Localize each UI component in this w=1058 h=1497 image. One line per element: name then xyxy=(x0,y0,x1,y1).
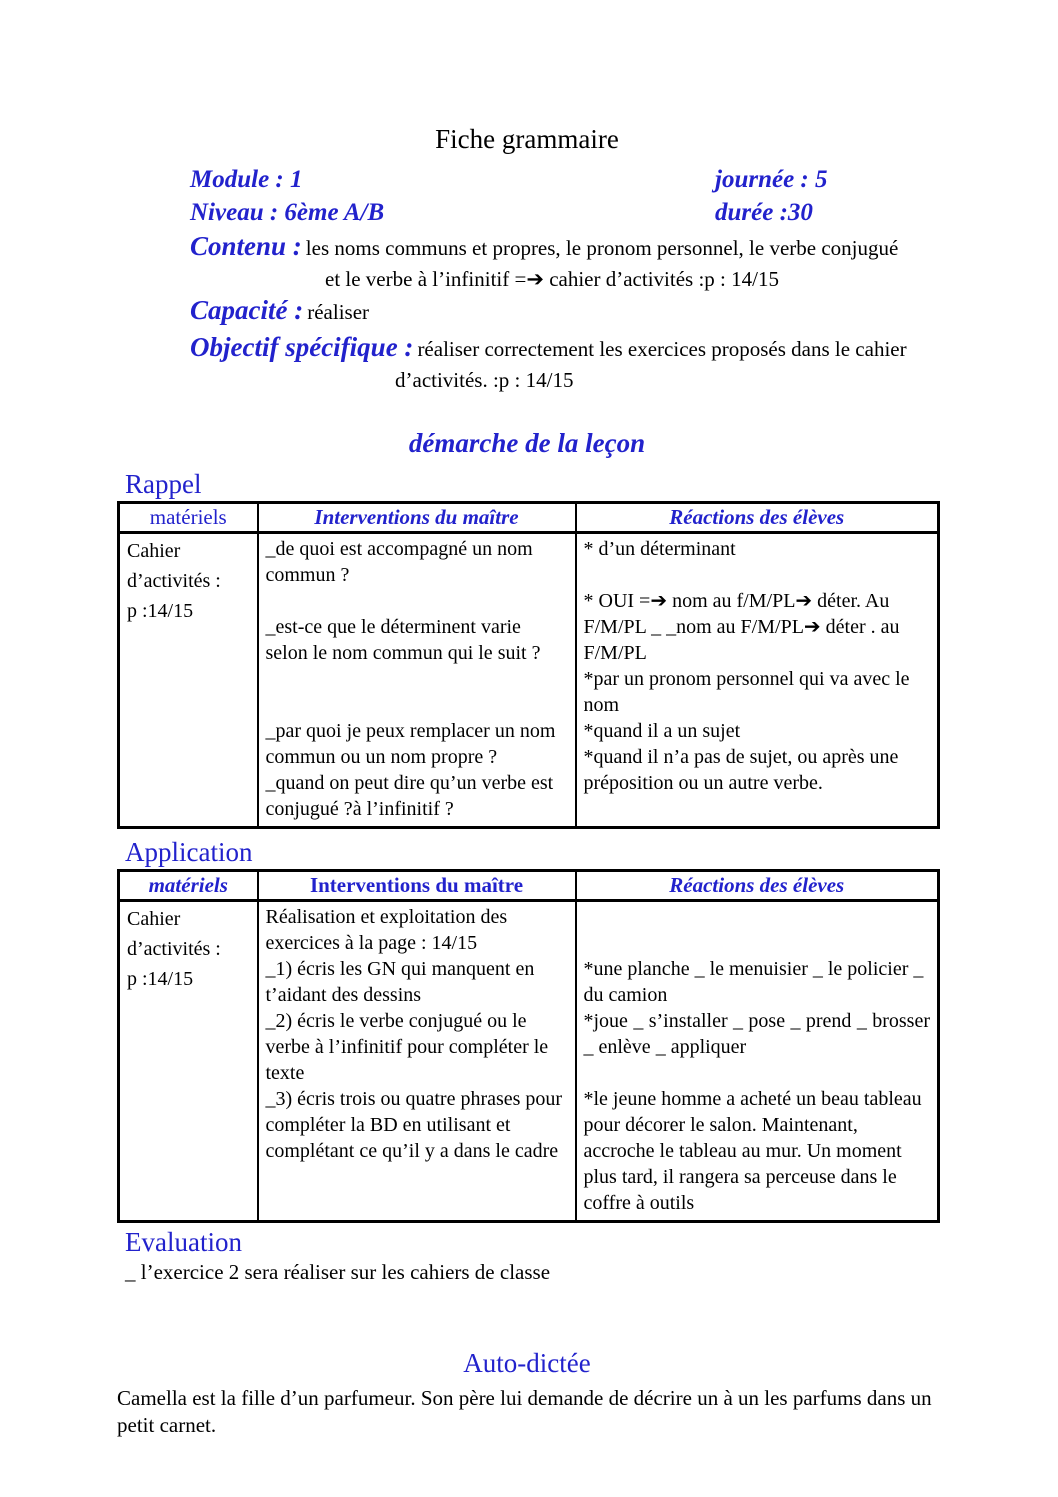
application-body-row xyxy=(119,901,939,1222)
rappel-body-row xyxy=(119,533,939,828)
meta-row-module xyxy=(117,163,937,196)
material-line: p :14/15 xyxy=(127,968,194,990)
rappel-reactions-cell xyxy=(576,533,939,828)
rappel-table xyxy=(117,501,940,829)
material-line: d’activités : xyxy=(127,570,221,592)
journee-label: journée : 5 xyxy=(715,166,828,193)
rappel-heading: Rappel xyxy=(125,469,202,499)
contenu-row xyxy=(117,231,937,266)
rappel-interventions-cell xyxy=(258,533,576,828)
application-interventions-cell xyxy=(258,901,576,1222)
intervention-item: _2) écris le verbe conjugué ou le verbe à l’infinitif pour compléter le texte xyxy=(265,1010,549,1084)
objectif-label: Objectif spécifique : xyxy=(190,332,414,362)
capacite-text: réaliser xyxy=(307,300,370,324)
lesson-section-title: démarche de la leçon xyxy=(408,428,646,458)
rappel-header-row xyxy=(119,503,939,533)
intervention-item: _par quoi je peux remplacer un nom commun ou un nom propre ? xyxy=(265,720,556,768)
module-label: Module : 1 xyxy=(190,166,303,193)
capacite-row xyxy=(117,295,937,330)
reaction-item: *joue _ s’installer _ pose _ prend _ brosser _ enlève _ appliquer xyxy=(583,1010,930,1058)
reaction-item: *quand il n’a pas de sujet, ou après une préposition ou un autre verbe. xyxy=(583,746,899,794)
application-heading: Application xyxy=(125,837,253,867)
application-reactions-cell xyxy=(576,901,939,1222)
application-table xyxy=(117,869,940,1223)
rappel-materials-cell xyxy=(119,533,258,828)
application-materials-cell xyxy=(119,901,258,1222)
contenu-text-line2: et le verbe à l’infinitif =➔ cahier d’activités :p : 14/15 xyxy=(325,267,779,291)
niveau-label: Niveau : 6ème A/B xyxy=(190,199,385,226)
intervention-item: _est-ce que le déterminent varie selon le nom commun qui le suit ? xyxy=(265,616,541,664)
rappel-header-interventions: Interventions du maître xyxy=(258,503,576,533)
reaction-item: *quand il a un sujet xyxy=(583,720,741,742)
objectif-text-line2: d’activités. :p : 14/15 xyxy=(395,368,574,392)
application-header-interventions: Interventions du maître xyxy=(258,871,576,901)
intervention-item: _quand on peut dire qu’un verbe est conjugué ?à l’infinitif ? xyxy=(265,772,554,820)
intervention-item: _1) écris les GN qui manquent en t’aidant des dessins xyxy=(265,958,535,1006)
application-header-row xyxy=(119,871,939,901)
reaction-item: *une planche _ le menuisier _ le policier _ du camion xyxy=(583,958,924,1006)
reaction-item: *par un pronom personnel qui va avec le nom xyxy=(583,668,910,716)
application-header-reactions: Réactions des élèves xyxy=(576,871,939,901)
autodictee-heading: Auto-dictée xyxy=(463,1348,591,1378)
material-line: Cahier xyxy=(127,908,181,930)
material-line: d’activités : xyxy=(127,938,221,960)
intervention-item: Réalisation et exploitation des exercices à la page : 14/15 xyxy=(265,906,508,954)
evaluation-text: _ l’exercice 2 sera réaliser sur les cahiers de classe xyxy=(125,1260,551,1284)
reaction-item: * OUI =➔ nom au f/M/PL➔ déter. Au F/M/PL _ _nom au F/M/PL➔ déter . au F/M/PL xyxy=(583,590,900,664)
application-header-materiels: matériels xyxy=(119,871,258,901)
rappel-header-materiels: matériels xyxy=(119,503,258,533)
meta-row-niveau xyxy=(117,196,937,229)
intervention-item: _de quoi est accompagné un nom commun ? xyxy=(265,538,533,586)
autodictee-text: Camella est la fille d’un parfumeur. Son père lui demande de décrire un à un les parfums dans un petit carnet. xyxy=(117,1386,932,1437)
intervention-item: _3) écris trois ou quatre phrases pour compléter la BD en utilisant et complétant ce qu’il y a dans le cadre xyxy=(265,1088,563,1162)
page-title: Fiche grammaire xyxy=(435,124,619,154)
reaction-item: *le jeune homme a acheté un beau tableau pour décorer le salon. Maintenant, accroche le tableau au mur. Un moment plus tard, il rangera sa perceuse dans le coffre à outils xyxy=(583,1088,922,1214)
reaction-item: * d’un déterminant xyxy=(583,538,736,560)
objectif-text-line1: réaliser correctement les exercices proposés dans le cahier xyxy=(417,337,907,361)
contenu-label: Contenu : xyxy=(190,231,302,261)
material-line: Cahier xyxy=(127,540,181,562)
document xyxy=(117,124,937,1439)
duree-label: durée :30 xyxy=(715,199,813,226)
material-line: p :14/15 xyxy=(127,600,194,622)
capacite-label: Capacité : xyxy=(190,295,304,325)
rappel-header-reactions: Réactions des élèves xyxy=(576,503,939,533)
contenu-text-line1: les noms communs et propres, le pronom personnel, le verbe conjugué xyxy=(305,236,899,260)
evaluation-heading: Evaluation xyxy=(125,1227,242,1257)
objectif-row xyxy=(117,332,937,367)
